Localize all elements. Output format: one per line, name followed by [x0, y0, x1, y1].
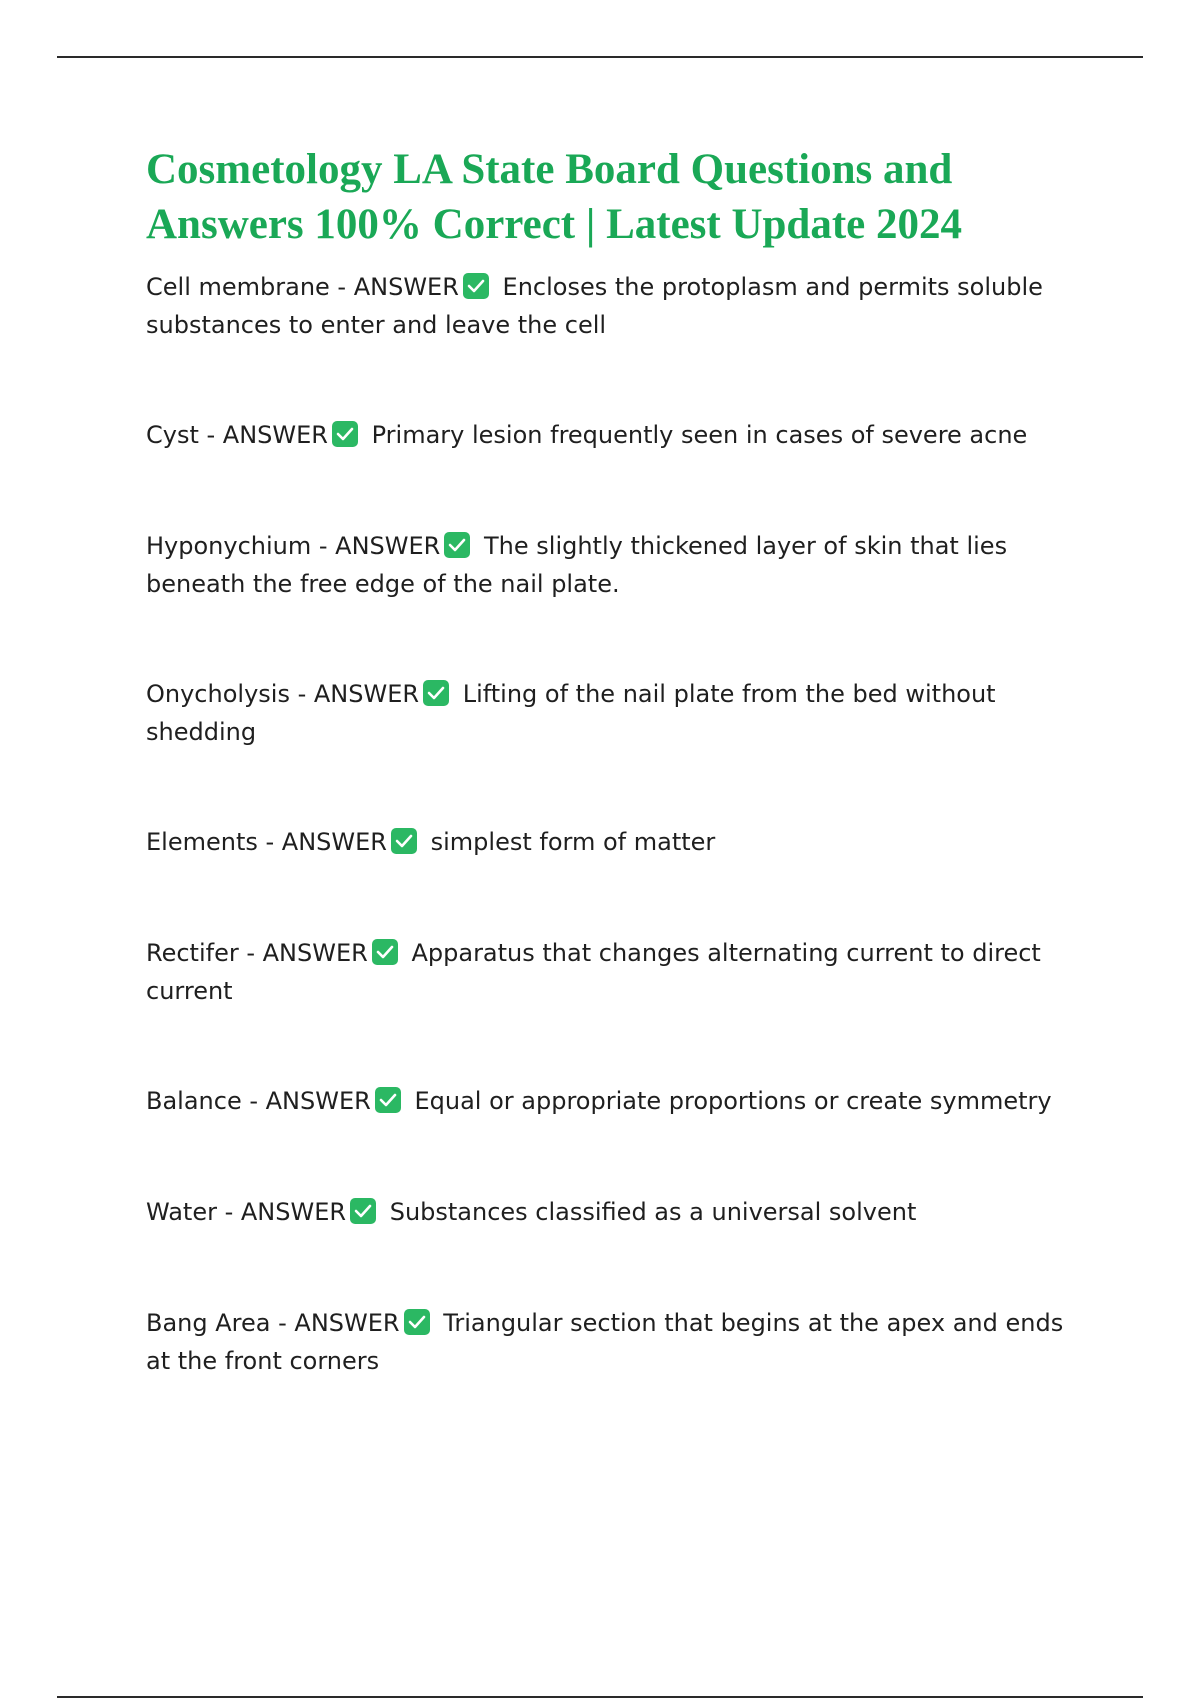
qa-item: Rectifer - ANSWER Apparatus that changes alternating current to direct current	[146, 939, 1041, 1005]
qa-definition: Primary lesion frequently seen in cases of severe acne	[371, 421, 1028, 449]
check-mark-icon	[391, 828, 417, 854]
qa-definition: Encloses the protoplasm and permits soluble substances to enter and leave the cell	[146, 273, 1043, 339]
qa-definition: Triangular section that begins at the apex and ends at the front corners	[146, 1309, 1064, 1375]
qa-term: Rectifer	[146, 939, 239, 967]
qa-item: Balance - ANSWER Equal or appropriate proportions or create symmetry	[146, 1087, 1052, 1115]
qa-list	[146, 268, 1092, 1452]
check-mark-icon	[444, 532, 470, 558]
document-title: Cosmetology LA State Board Questions and Answers 100% Correct | Latest Update 2024	[146, 146, 962, 248]
qa-definition: Apparatus that changes alternating current to direct current	[146, 939, 1041, 1005]
qa-item: Elements - ANSWER simplest form of matter	[146, 828, 716, 856]
qa-term: Cell membrane	[146, 273, 330, 301]
answer-marker: ANSWER	[265, 1087, 371, 1115]
answer-marker: ANSWER	[281, 828, 387, 856]
answer-marker: ANSWER	[240, 1198, 347, 1226]
qa-definition: Substances classified as a universal solvent	[389, 1198, 917, 1226]
qa-term: Cyst	[146, 421, 199, 449]
qa-term: Balance	[146, 1087, 242, 1115]
check-mark-icon	[463, 273, 489, 299]
qa-definition: simplest form of matter	[430, 828, 716, 856]
qa-item: Hyponychium - ANSWER The slightly thickened layer of skin that lies beneath the free edge of the nail plate.	[146, 532, 1008, 598]
qa-item: Bang Area - ANSWER Triangular section that begins at the apex and ends at the front corners	[146, 1309, 1064, 1375]
document-body	[146, 142, 1092, 1452]
qa-item: Onycholysis - ANSWER Lifting of the nail plate from the bed without shedding	[146, 680, 996, 746]
qa-definition: The slightly thickened layer of skin that lies beneath the free edge of the nail plate.	[146, 532, 1008, 598]
answer-marker: ANSWER	[294, 1309, 400, 1337]
answer-marker: ANSWER	[313, 680, 420, 708]
answer-marker: ANSWER	[222, 421, 328, 449]
qa-term: Water	[146, 1198, 217, 1226]
answer-marker: ANSWER	[335, 532, 441, 560]
qa-item: Cyst - ANSWER Primary lesion frequently seen in cases of severe acne	[146, 421, 1028, 449]
qa-term: Elements	[146, 828, 258, 856]
qa-term: Hyponychium	[146, 532, 312, 560]
check-mark-icon	[372, 939, 398, 965]
qa-term: Bang Area	[146, 1309, 271, 1337]
check-mark-icon	[350, 1198, 376, 1224]
top-rule	[57, 56, 1143, 58]
check-mark-icon	[375, 1087, 401, 1113]
bottom-rule	[57, 1696, 1143, 1698]
qa-definition: Equal or appropriate proportions or create symmetry	[414, 1087, 1052, 1115]
answer-marker: ANSWER	[353, 273, 459, 301]
check-mark-icon	[423, 680, 449, 706]
qa-item: Water - ANSWER Substances classified as a universal solvent	[146, 1198, 917, 1226]
answer-marker: ANSWER	[262, 939, 368, 967]
qa-item: Cell membrane - ANSWER Encloses the protoplasm and permits soluble substances to enter and leave the cell	[146, 273, 1043, 339]
qa-definition: Lifting of the nail plate from the bed without shedding	[146, 680, 996, 746]
qa-term: Onycholysis	[146, 680, 290, 708]
check-mark-icon	[404, 1309, 430, 1335]
check-mark-icon	[332, 421, 358, 447]
